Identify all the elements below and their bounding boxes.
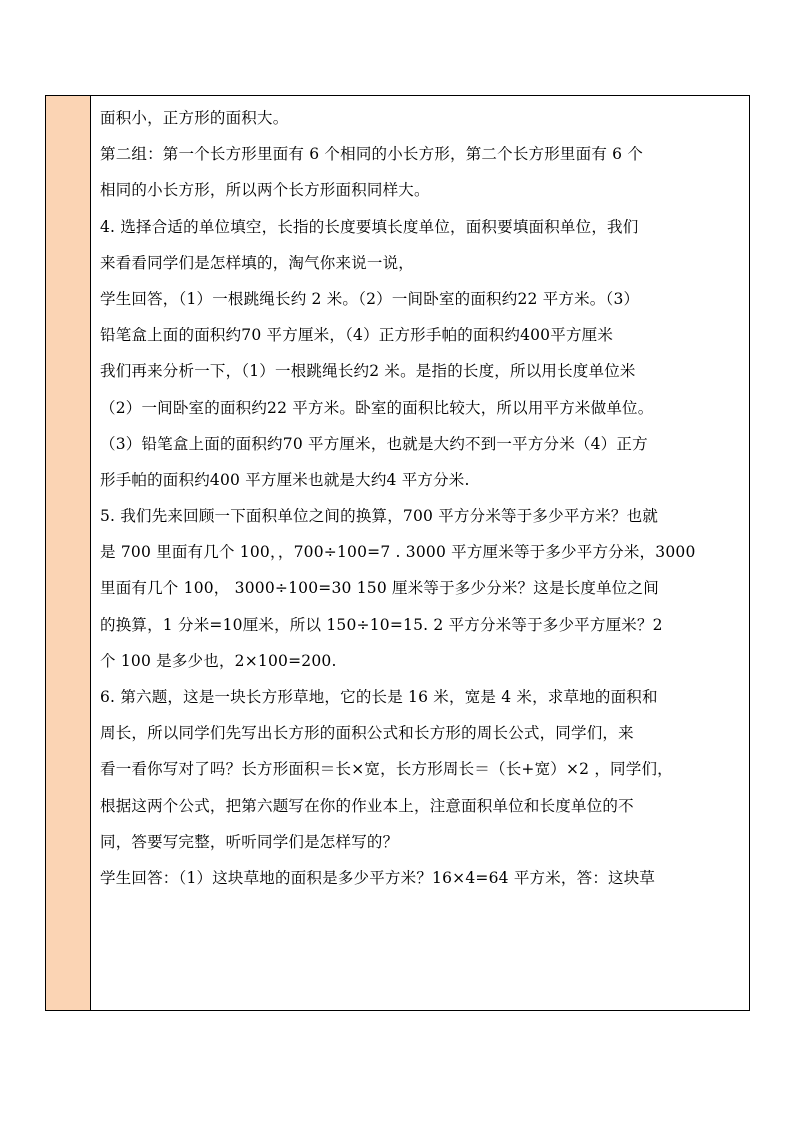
lesson-table [45,95,750,1011]
text-line: 的换算，1 分米=10厘米，所以 150÷10=15. 2 平方分米等于多少平方厘米？2 [100,615,663,634]
text-line: 里面有几个 100， 3000÷100=30 150 厘米等于多少分米？这是长度单位之间 [100,579,659,598]
text-line: 周长，所以同学们先写出长方形的面积公式和长方形的周长公式，同学们，来 [100,724,634,743]
text-line: 4. 选择合适的单位填空，长指的长度要填长度单位，面积要填面积单位，我们 [100,217,639,236]
text-line: 5. 我们先来回顾一下面积单位之间的换算，700 平方分米等于多少平方米？也就 [100,507,659,526]
text-line: 6. 第六题，这是一块长方形草地，它的长是 16 米，宽是 4 米，求草地的面积和 [100,688,658,706]
text-line: 同，答要写完整，听听同学们是怎样写的？ [100,832,399,851]
text-line: 我们再来分析一下，（1）一根跳绳长约2 米。是指的长度，所以用长度单位米 [100,362,636,381]
text-line: （2）一间卧室的面积约22 平方米。卧室的面积比较大，所以用平方米做单位。 [100,398,654,417]
text-line: 铅笔盒上面的面积约70 平方厘米，（4）正方形手帕的面积约400平方厘米 [100,326,614,345]
text-line: 是 700 里面有几个 100，，700÷100=7 . 3000 平方厘米等于多少平方分米，3000 [100,543,696,562]
text-line: 学生回答：（1）这块草地的面积是多少平方米？16×4=64 平方米，答：这块草 [100,868,656,887]
text-line: 个 100 是多少也，2×100=200. [100,651,337,670]
side-column [46,96,91,1010]
content-column [91,96,749,1010]
text-line: 来看看同学们是怎样填的，淘气你来说一说， [100,253,415,272]
text-line: （3）铅笔盒上面的面积约70 平方厘米，也就是大约不到一平方分米（4）正方 [100,434,648,453]
text-line: 相同的小长方形，所以两个长方形面积同样大。 [100,181,430,200]
text-line: 学生回答，（1）一根跳绳长约 2 米。（2）一间卧室的面积约22 平方米。（3） [100,289,640,308]
text-line: 看一看你写对了吗？长方形面积＝长×宽，长方形周长＝（长+宽）×2 ，同学们， [100,760,673,779]
text-line: 第二组：第一个长方形里面有 6 个相同的小长方形，第二个长方形里面有 6 个 [100,145,644,164]
text-line: 面积小，正方形的面积大。 [100,109,289,127]
text-line: 形手帕的面积约400 平方厘米也就是大约4 平方分米. [100,470,470,489]
text-line: 根据这两个公式，把第六题写在你的作业本上，注意面积单位和长度单位的不 [100,796,634,815]
